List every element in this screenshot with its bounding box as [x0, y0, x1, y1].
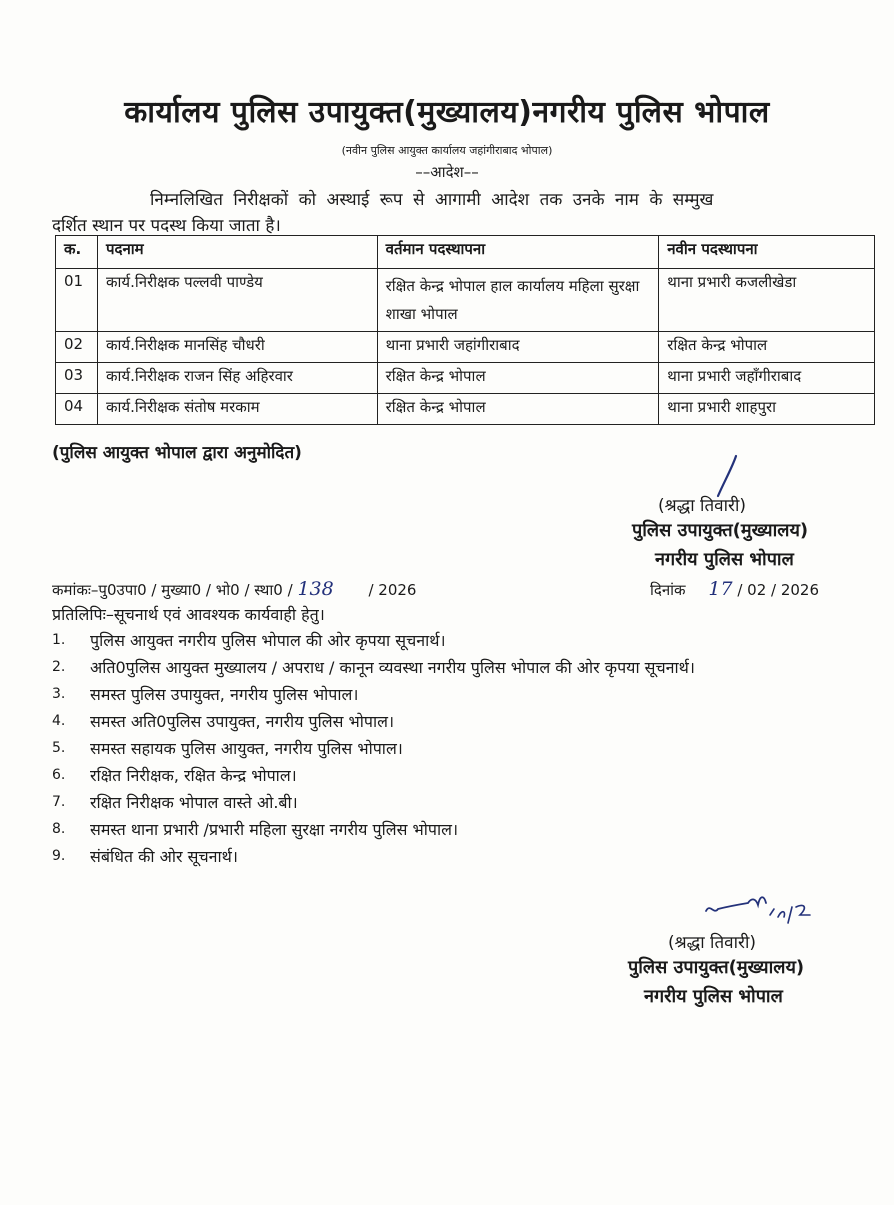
- header-current-posting: वर्तमान पदस्थापना: [377, 236, 659, 269]
- list-item: [50, 762, 850, 789]
- list-item-number: 8.: [52, 821, 66, 837]
- reference-year: / 2026: [368, 581, 417, 599]
- intro-line-2: दर्शित स्थान पर पदस्थ किया जाता है।: [52, 216, 281, 236]
- list-item-number: 9.: [52, 848, 66, 864]
- list-item-number: 2.: [52, 659, 66, 675]
- signatory-name-1: (श्रद्धा तिवारी): [658, 496, 746, 516]
- row-serial: 04: [56, 394, 98, 425]
- list-item: [50, 627, 850, 654]
- date-handwritten-day: 17: [708, 578, 733, 600]
- office-title: कार्यालय पुलिस उपायुक्त(मुख्यालय)नगरीय पुलिस भोपाल: [124, 95, 770, 130]
- header-new-posting: नवीन पदस्थापना: [659, 236, 875, 269]
- office-address: (नवीन पुलिस आयुक्त कार्यालय जहांगीराबाद भोपाल): [341, 144, 553, 157]
- list-item-number: 5.: [52, 740, 66, 756]
- row-current-posting: रक्षित केन्द्र भोपाल: [377, 394, 659, 425]
- header-designation: पदनाम: [97, 236, 377, 269]
- copy-list: [50, 627, 850, 870]
- list-item-text: समस्त थाना प्रभारी /प्रभारी महिला सुरक्षा नगरीय पुलिस भोपाल।: [90, 820, 459, 839]
- row-new-posting: थाना प्रभारी शाहपुरा: [659, 394, 875, 425]
- list-item-number: 7.: [52, 794, 66, 810]
- signatory-name-2: (श्रद्धा तिवारी): [668, 933, 756, 953]
- row-name: कार्य.निरीक्षक मानसिंह चौधरी: [97, 332, 377, 363]
- date-line: [650, 578, 819, 600]
- row-serial: 02: [56, 332, 98, 363]
- list-item-text: संबंधित की ओर सूचनार्थ।: [90, 847, 238, 866]
- header-serial: क.: [56, 236, 98, 269]
- list-item: [50, 654, 850, 681]
- handwritten-signature: [700, 885, 815, 930]
- list-item-number: 1.: [52, 632, 66, 648]
- date-label: दिनांक: [650, 581, 686, 599]
- row-current-posting: रक्षित केन्द्र भोपाल: [377, 363, 659, 394]
- row-serial: 01: [56, 269, 98, 332]
- table-header-row: [56, 236, 875, 269]
- list-item-text: अति0पुलिस आयुक्त मुख्यालय / अपराध / कानून व्यवस्था नगरीय पुलिस भोपाल की ओर कृपया सूचनार्थ।: [90, 658, 695, 677]
- list-item-number: 4.: [52, 713, 66, 729]
- list-item: [50, 708, 850, 735]
- row-name: कार्य.निरीक्षक पल्लवी पाण्डेय: [97, 269, 377, 332]
- row-name: कार्य.निरीक्षक राजन सिंह अहिरवार: [97, 363, 377, 394]
- table-row: [56, 269, 875, 332]
- list-item: [50, 816, 850, 843]
- list-item-text: रक्षित निरीक्षक भोपाल वास्ते ओ.बी।: [90, 793, 298, 812]
- row-serial: 03: [56, 363, 98, 394]
- reference-number: [52, 578, 416, 600]
- list-item-text: समस्त सहायक पुलिस आयुक्त, नगरीय पुलिस भोपाल।: [90, 739, 403, 758]
- list-item-text: समस्त अति0पुलिस उपायुक्त, नगरीय पुलिस भोपाल।: [90, 712, 395, 731]
- table-row: [56, 394, 875, 425]
- list-item-number: 3.: [52, 686, 66, 702]
- table-row: [56, 363, 875, 394]
- row-current-posting: थाना प्रभारी जहांगीराबाद: [377, 332, 659, 363]
- order-heading: ––आदेश––: [415, 163, 479, 181]
- reference-handwritten-number: 138: [297, 578, 334, 600]
- copy-to-label: प्रतिलिपिः–सूचनार्थ एवं आवश्यक कार्यवाही हेतु।: [52, 605, 325, 624]
- list-item-text: समस्त पुलिस उपायुक्त, नगरीय पुलिस भोपाल।: [90, 685, 359, 704]
- row-new-posting: थाना प्रभारी कजलीखेडा: [659, 269, 875, 332]
- table-row: [56, 332, 875, 363]
- signatory-post-2: पुलिस उपायुक्त(मुख्यालय): [628, 957, 805, 978]
- list-item: [50, 735, 850, 762]
- signatory-city-2: नगरीय पुलिस भोपाल: [644, 986, 783, 1007]
- row-name: कार्य.निरीक्षक संतोष मरकाम: [97, 394, 377, 425]
- row-new-posting: रक्षित केन्द्र भोपाल: [659, 332, 875, 363]
- signatory-city-1: नगरीय पुलिस भोपाल: [655, 549, 794, 570]
- intro-line-1: निम्नलिखित निरीक्षकों को अस्थाई रूप से आगामी आदेश तक उनके नाम के सम्मुख: [150, 190, 714, 210]
- list-item: [50, 681, 850, 708]
- list-item-number: 6.: [52, 767, 66, 783]
- approval-note: (पुलिस आयुक्त भोपाल द्वारा अनुमोदित): [52, 443, 302, 463]
- reference-prefix: कमांकः–पु0उपा0 / मुख्या0 / भो0 / स्था0 /: [52, 581, 293, 599]
- list-item-text: रक्षित निरीक्षक, रक्षित केन्द्र भोपाल।: [90, 766, 297, 785]
- list-item: [50, 843, 850, 870]
- list-item: [50, 789, 850, 816]
- row-new-posting: थाना प्रभारी जहॉंगीराबाद: [659, 363, 875, 394]
- signatory-post-1: पुलिस उपायुक्त(मुख्यालय): [632, 520, 809, 541]
- date-rest: / 02 / 2026: [737, 581, 820, 599]
- postings-table: [55, 235, 875, 425]
- list-item-text: पुलिस आयुक्त नगरीय पुलिस भोपाल की ओर कृपया सूचनार्थ।: [90, 631, 446, 650]
- row-current-posting: रक्षित केन्द्र भोपाल हाल कार्यालय महिला सुरक्षा शाखा भोपाल: [377, 269, 659, 332]
